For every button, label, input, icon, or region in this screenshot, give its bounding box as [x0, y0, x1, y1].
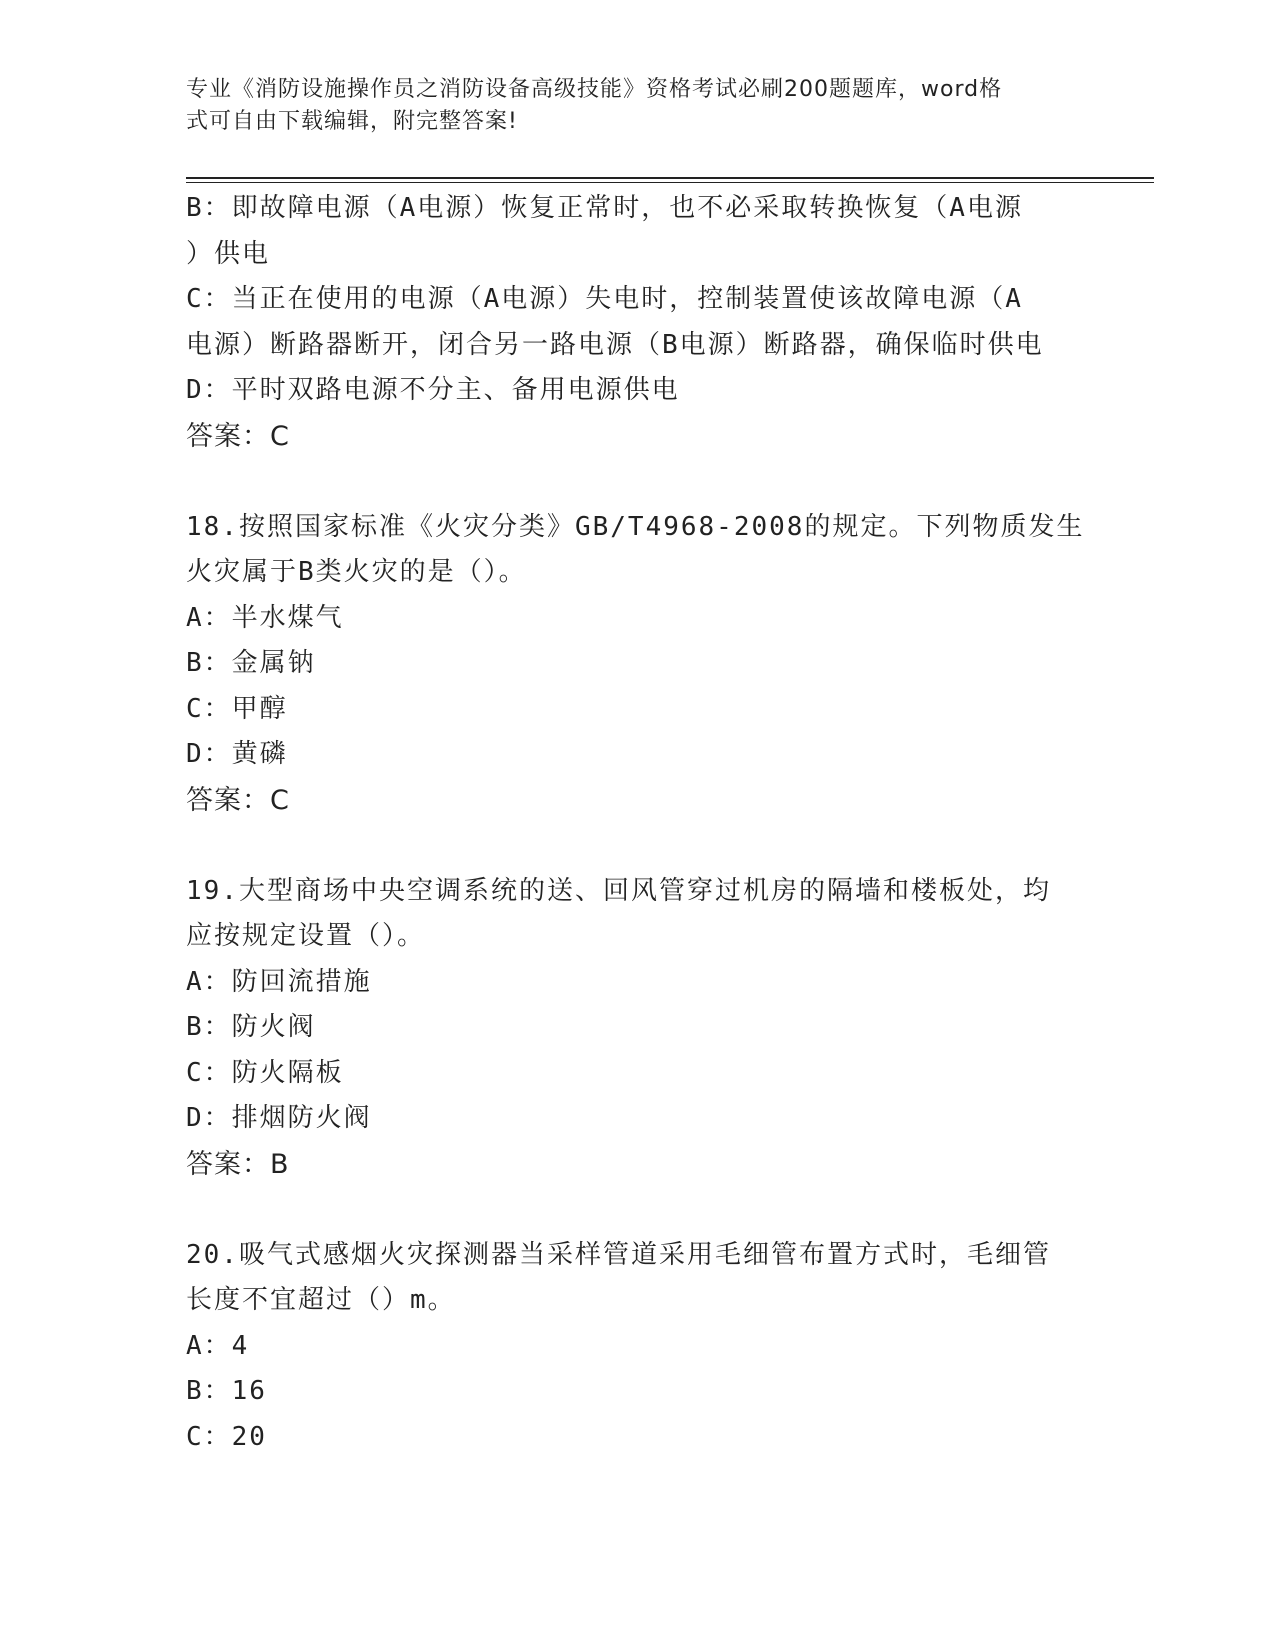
option-b: B：防火阀: [186, 1012, 316, 1042]
spacer: [186, 459, 1086, 505]
header-divider-thin: [186, 182, 1154, 183]
question-stem-line-2: 应按规定设置（）。: [186, 921, 426, 951]
option-d: D：平时双路电源不分主、备用电源供电: [186, 375, 680, 405]
page-header: [186, 74, 1066, 138]
option-d: D：排烟防火阀: [186, 1103, 372, 1133]
header-divider-thick: [186, 177, 1154, 179]
option-c-line-1: C：当正在使用的电源（A电源）失电时，控制装置使该故障电源（A: [186, 284, 1023, 314]
question-stem-line-2: 长度不宜超过（）m。: [186, 1285, 456, 1315]
question-list: [186, 186, 1086, 1460]
option-b-line-1: B：即故障电源（A电源）恢复正常时，也不必采取转换恢复（A电源: [186, 193, 1023, 223]
question-stem-line-1: 20.吸气式感烟火灾探测器当采样管道采用毛细管布置方式时，毛细管: [186, 1239, 1051, 1270]
answer: 答案：C: [186, 784, 290, 816]
spacer: [186, 823, 1086, 869]
option-b: B：金属钠: [186, 648, 316, 678]
question-stem-line-1: 19.大型商场中央空调系统的送、回风管穿过机房的隔墙和楼板处，均: [186, 875, 1051, 906]
question-19: [186, 869, 1086, 1188]
option-b-line-2: ）供电: [186, 238, 271, 269]
option-c: C：防火隔板: [186, 1057, 344, 1088]
option-c: C：甲醇: [186, 693, 288, 724]
option-d: D：黄磷: [186, 739, 288, 769]
option-a: A：半水煤气: [186, 602, 344, 633]
option-b: B：16: [186, 1376, 267, 1406]
question-18: [186, 505, 1086, 824]
question-stem-line-1: 18.按照国家标准《火灾分类》GB/T4968-2008的规定。下列物质发生: [186, 511, 1085, 542]
option-c-line-2: 电源）断路器断开，闭合另一路电源（B电源）断路器，确保临时供电: [186, 329, 1044, 360]
option-c: C：20: [186, 1421, 267, 1452]
header-line-2: 式可自由下载编辑，附完整答案!: [186, 109, 518, 134]
spacer: [186, 1187, 1086, 1233]
answer: 答案：B: [186, 1148, 290, 1180]
option-a: A：防回流措施: [186, 966, 372, 997]
question-20: [186, 1233, 1086, 1461]
option-a: A：4: [186, 1330, 250, 1361]
header-line-1: 专业《消防设施操作员之消防设备高级技能》资格考试必刷200题题库，word格: [186, 77, 1003, 102]
question-17-continued: [186, 186, 1086, 459]
answer: 答案：C: [186, 420, 290, 452]
question-stem-line-2: 火灾属于B类火灾的是（）。: [186, 557, 527, 587]
